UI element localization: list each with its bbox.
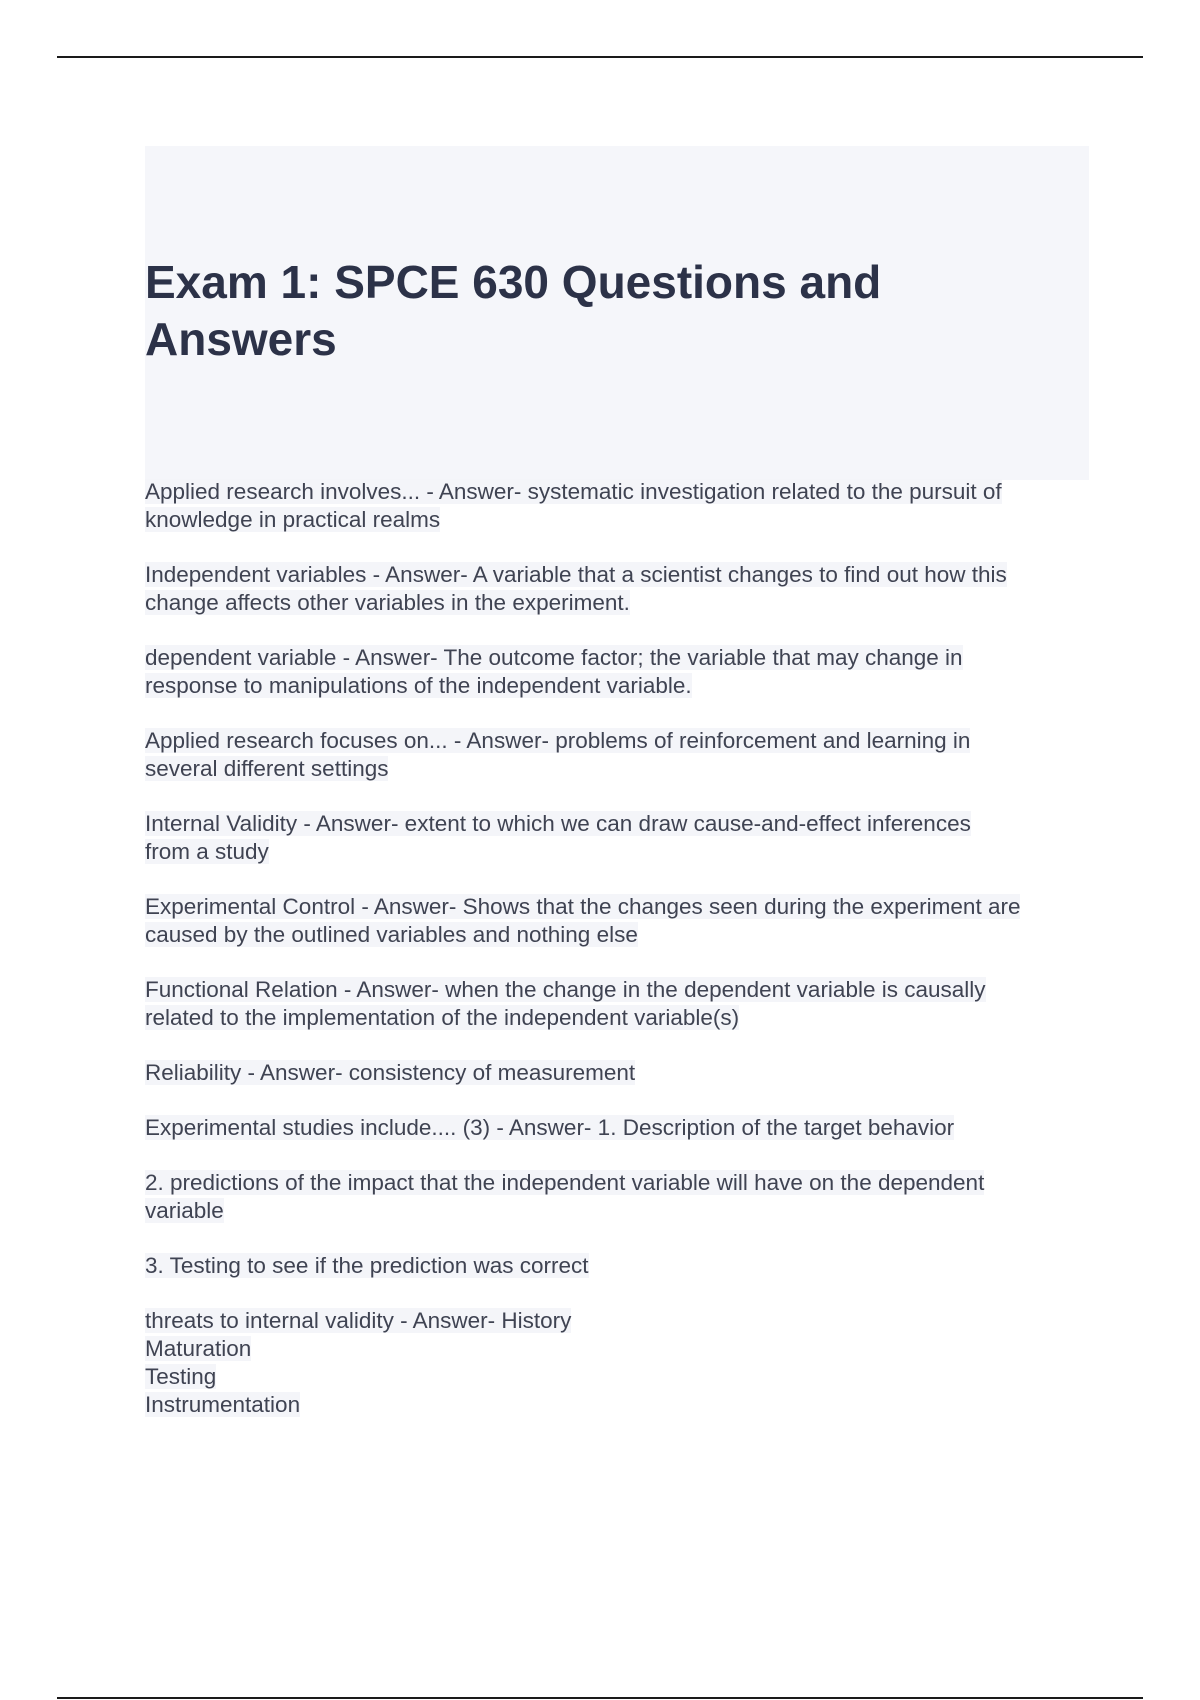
qa-line: Testing — [145, 1364, 217, 1389]
qa-item — [145, 1252, 1100, 1280]
qa-item — [145, 1307, 1100, 1419]
qa-line: several different settings — [145, 756, 389, 781]
qa-item — [145, 1059, 1100, 1087]
qa-line: knowledge in practical realms — [145, 507, 441, 532]
qa-item — [145, 810, 1100, 866]
qa-line: related to the implementation of the independent variable(s) — [145, 1005, 740, 1030]
qa-line: Internal Validity - Answer- extent to which we can draw cause-and-effect inferences — [145, 811, 971, 836]
qa-line: Maturation — [145, 1336, 252, 1361]
qa-line: caused by the outlined variables and nothing else — [145, 922, 638, 947]
qa-line: threats to internal validity - Answer- History — [145, 1308, 572, 1333]
qa-item — [145, 1114, 1100, 1142]
qa-line: Experimental studies include.... (3) - Answer- 1. Description of the target behavior — [145, 1115, 955, 1140]
qa-item — [145, 644, 1100, 700]
qa-line: Applied research involves... - Answer- systematic investigation related to the pursuit of — [145, 479, 1002, 504]
qa-line: variable — [145, 1198, 224, 1223]
qa-line: Reliability - Answer- consistency of measurement — [145, 1060, 636, 1085]
document-title: Exam 1: SPCE 630 Questions and Answers — [145, 256, 882, 365]
qa-line: 3. Testing to see if the prediction was correct — [145, 1253, 589, 1278]
qa-line: Applied research focuses on... - Answer- problems of reinforcement and learning in — [145, 728, 971, 753]
qa-line: Experimental Control - Answer- Shows that the changes seen during the experiment are — [145, 894, 1021, 919]
qa-line: Instrumentation — [145, 1392, 301, 1417]
qa-line: change affects other variables in the experiment. — [145, 590, 630, 615]
qa-item — [145, 727, 1100, 783]
qa-line: from a study — [145, 839, 269, 864]
qa-line: Independent variables - Answer- A variable that a scientist changes to find out how this — [145, 562, 1007, 587]
top-rule — [57, 56, 1143, 58]
qa-item — [145, 561, 1100, 617]
qa-line: response to manipulations of the independent variable. — [145, 673, 692, 698]
title-block — [145, 146, 1089, 480]
qa-item — [145, 1169, 1100, 1225]
qa-line: Functional Relation - Answer- when the change in the dependent variable is causally — [145, 977, 986, 1002]
qa-item — [145, 893, 1100, 949]
qa-list — [145, 478, 1100, 1446]
qa-item — [145, 478, 1100, 534]
qa-item — [145, 976, 1100, 1032]
qa-line: 2. predictions of the impact that the independent variable will have on the dependent — [145, 1170, 985, 1195]
qa-line: dependent variable - Answer- The outcome factor; the variable that may change in — [145, 645, 963, 670]
bottom-rule — [57, 1697, 1143, 1699]
